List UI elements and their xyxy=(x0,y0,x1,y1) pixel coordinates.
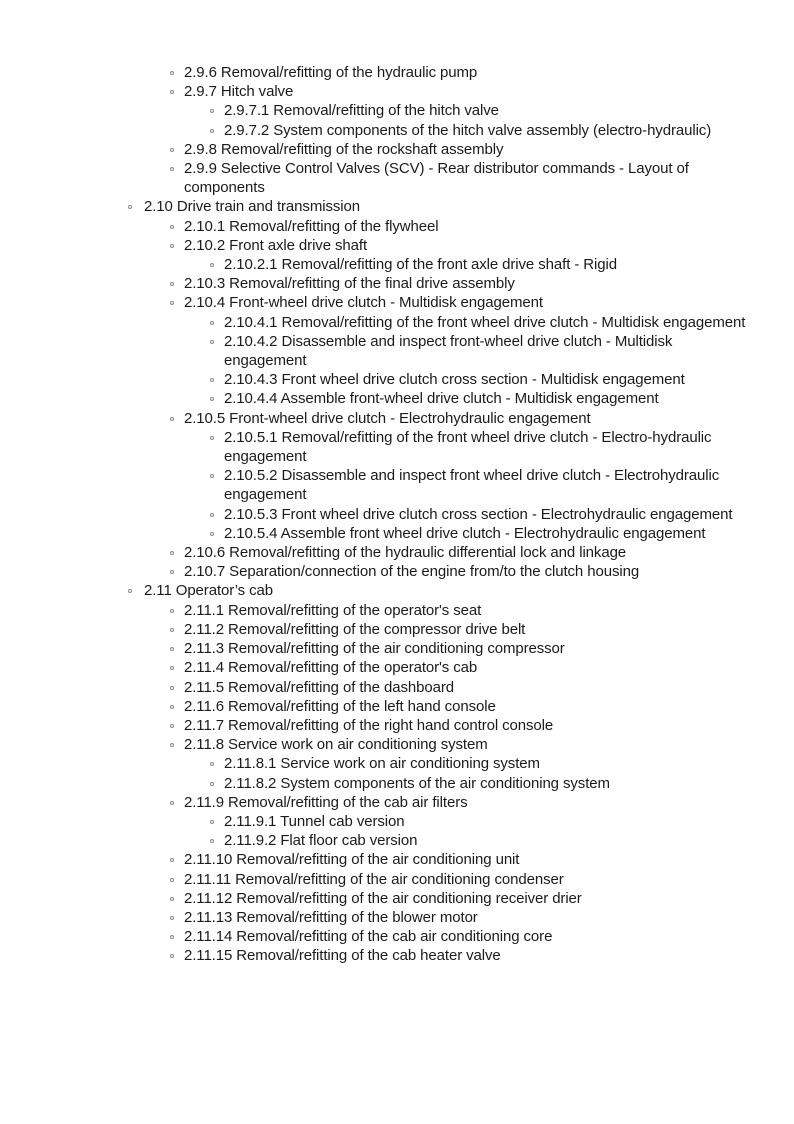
toc-item[interactable] xyxy=(0,639,794,658)
bullet-icon xyxy=(170,628,174,632)
toc-item[interactable] xyxy=(0,908,794,927)
toc-item[interactable] xyxy=(0,313,794,332)
bullet-icon xyxy=(170,301,174,305)
toc-item[interactable] xyxy=(0,735,794,754)
bullet-icon xyxy=(170,935,174,939)
bullet-icon xyxy=(170,705,174,709)
toc-item[interactable] xyxy=(0,543,794,562)
toc-item-label: 2.11.8.2 System components of the air conditioning system xyxy=(224,774,610,792)
toc-item-label: 2.10.5.4 Assemble front wheel drive clutch - Electrohydraulic engagement xyxy=(224,524,706,542)
bullet-icon xyxy=(210,474,214,478)
bullet-icon xyxy=(210,782,214,786)
bullet-icon xyxy=(170,916,174,920)
bullet-icon xyxy=(170,609,174,613)
toc-item-label: 2.10.4.3 Front wheel drive clutch cross section - Multidisk engagement xyxy=(224,371,685,389)
toc-item-label: 2.10.4 Front-wheel drive clutch - Multidisk engagement xyxy=(184,294,543,312)
bullet-icon xyxy=(170,225,174,229)
bullet-icon xyxy=(170,551,174,555)
toc-item-label: 2.10.3 Removal/refitting of the final drive assembly xyxy=(184,275,515,293)
bullet-icon xyxy=(210,762,214,766)
toc-item-label: 2.9.7.2 System components of the hitch valve assembly (electro-hydraulic) xyxy=(224,121,712,139)
toc-item[interactable] xyxy=(0,946,794,965)
toc-item[interactable] xyxy=(0,774,794,793)
toc-item-label: 2.11.15 Removal/refitting of the cab heater valve xyxy=(184,947,501,965)
toc-item-label: 2.11.8.1 Service work on air conditioning system xyxy=(224,755,540,773)
toc-item-label: 2.11.5 Removal/refitting of the dashboard xyxy=(184,678,454,696)
bullet-icon xyxy=(210,340,214,344)
bullet-icon xyxy=(210,263,214,267)
toc-item-label: 2.11.13 Removal/refitting of the blower motor xyxy=(184,908,478,926)
toc-item-label: 2.11.7 Removal/refitting of the right hand control console xyxy=(184,716,554,734)
toc-item-label: 2.10.2 Front axle drive shaft xyxy=(184,236,368,254)
bullet-icon xyxy=(210,820,214,824)
bullet-icon xyxy=(170,90,174,94)
toc-item[interactable] xyxy=(0,101,794,120)
bullet-icon xyxy=(170,858,174,862)
toc-item[interactable] xyxy=(0,428,794,466)
bullet-icon xyxy=(210,109,214,113)
toc-item-label: 2.10 Drive train and transmission xyxy=(144,198,360,216)
bullet-icon xyxy=(170,686,174,690)
bullet-icon xyxy=(128,205,132,209)
bullet-icon xyxy=(170,167,174,171)
toc-item[interactable] xyxy=(0,197,794,216)
toc-item-label: 2.10.4.4 Assemble front-wheel drive clutch - Multidisk engagement xyxy=(224,390,659,408)
toc-item[interactable] xyxy=(0,274,794,293)
toc-item-label: 2.11.3 Removal/refitting of the air conditioning compressor xyxy=(184,640,565,658)
bullet-icon xyxy=(170,897,174,901)
toc-item[interactable] xyxy=(0,850,794,869)
toc-item[interactable] xyxy=(0,255,794,274)
bullet-icon xyxy=(170,282,174,286)
toc-item[interactable] xyxy=(0,831,794,850)
toc-item-label: 2.11.14 Removal/refitting of the cab air conditioning core xyxy=(184,928,553,946)
toc-item-label: 2.10.5 Front-wheel drive clutch - Electrohydraulic engagement xyxy=(184,409,591,427)
bullet-icon xyxy=(170,878,174,882)
toc-item[interactable] xyxy=(0,754,794,773)
bullet-icon xyxy=(210,532,214,536)
bullet-icon xyxy=(170,244,174,248)
toc-item-label: 2.10.5.2 Disassemble and inspect front wheel drive clutch - Electrohydraulic engagement xyxy=(224,467,720,504)
toc-item[interactable] xyxy=(0,870,794,889)
toc-item-label: 2.11.4 Removal/refitting of the operator's cab xyxy=(184,659,478,677)
toc-item-label: 2.10.1 Removal/refitting of the flywheel xyxy=(184,217,439,235)
toc-item-label: 2.11 Operator’s cab xyxy=(144,582,274,600)
toc-item[interactable] xyxy=(0,889,794,908)
toc-item[interactable] xyxy=(0,658,794,677)
toc-item[interactable] xyxy=(0,812,794,831)
toc-item[interactable] xyxy=(0,620,794,639)
toc-item[interactable] xyxy=(0,409,794,428)
toc-item[interactable] xyxy=(0,217,794,236)
toc-item-label: 2.10.5.1 Removal/refitting of the front wheel drive clutch - Electro-hydraulic engagement xyxy=(224,428,712,466)
bullet-icon xyxy=(170,743,174,747)
toc-item-label: 2.9.8 Removal/refitting of the rockshaft assembly xyxy=(184,140,504,158)
bullet-icon xyxy=(210,129,214,133)
toc-item[interactable] xyxy=(0,697,794,716)
bullet-icon xyxy=(128,589,132,593)
toc-item[interactable] xyxy=(0,63,794,82)
toc-item[interactable] xyxy=(0,370,794,389)
toc-item[interactable] xyxy=(0,140,794,159)
toc-item-label: 2.10.7 Separation/connection of the engine from/to the clutch housing xyxy=(184,563,640,581)
bullet-icon xyxy=(210,321,214,325)
bullet-icon xyxy=(170,71,174,75)
toc-item[interactable] xyxy=(0,581,794,600)
toc-item-label: 2.9.7 Hitch valve xyxy=(184,83,294,101)
toc-item[interactable] xyxy=(0,562,794,581)
toc-item-label: 2.11.1 Removal/refitting of the operator's seat xyxy=(184,601,482,619)
bullet-icon xyxy=(170,647,174,651)
bullet-icon xyxy=(170,417,174,421)
table-of-contents xyxy=(0,63,794,966)
bullet-icon xyxy=(210,397,214,401)
toc-item-label: 2.11.2 Removal/refitting of the compressor drive belt xyxy=(184,620,526,638)
bullet-icon xyxy=(170,570,174,574)
toc-item[interactable] xyxy=(0,927,794,946)
toc-item[interactable] xyxy=(0,121,794,140)
toc-item-label: 2.11.9.2 Flat floor cab version xyxy=(224,832,418,850)
toc-item-label: 2.10.6 Removal/refitting of the hydraulic differential lock and linkage xyxy=(184,544,627,562)
toc-item[interactable] xyxy=(0,293,794,312)
toc-item-label: 2.9.9 Selective Control Valves (SCV) - Rear distributor commands - Layout of components xyxy=(184,160,689,197)
bullet-icon xyxy=(210,436,214,440)
bullet-icon xyxy=(210,839,214,843)
toc-item-label: 2.11.10 Removal/refitting of the air conditioning unit xyxy=(184,851,520,869)
toc-item-label: 2.9.6 Removal/refitting of the hydraulic pump xyxy=(184,64,478,81)
toc-item-label: 2.9.7.1 Removal/refitting of the hitch valve xyxy=(224,102,499,120)
bullet-icon xyxy=(170,148,174,152)
bullet-icon xyxy=(170,666,174,670)
toc-item[interactable] xyxy=(0,601,794,620)
toc-item-label: 2.10.4.2 Disassemble and inspect front-wheel drive clutch - Multidisk engagement xyxy=(224,332,673,370)
toc-item-label: 2.10.2.1 Removal/refitting of the front axle drive shaft - Rigid xyxy=(224,256,617,274)
toc-item[interactable] xyxy=(0,466,794,504)
toc-item[interactable] xyxy=(0,505,794,524)
toc-item-label: 2.11.6 Removal/refitting of the left hand console xyxy=(184,697,496,715)
toc-item-label: 2.11.9 Removal/refitting of the cab air filters xyxy=(184,793,468,811)
toc-item[interactable] xyxy=(0,159,794,197)
toc-item-label: 2.11.9.1 Tunnel cab version xyxy=(224,812,405,830)
toc-item[interactable] xyxy=(0,332,794,370)
bullet-icon xyxy=(210,513,214,517)
toc-item-label: 2.10.4.1 Removal/refitting of the front wheel drive clutch - Multidisk engagement xyxy=(224,313,746,331)
toc-item[interactable] xyxy=(0,389,794,408)
toc-item[interactable] xyxy=(0,716,794,735)
toc-item-label: 2.11.12 Removal/refitting of the air conditioning receiver drier xyxy=(184,889,582,907)
toc-item[interactable] xyxy=(0,524,794,543)
toc-item[interactable] xyxy=(0,678,794,697)
bullet-icon xyxy=(170,801,174,805)
toc-item-label: 2.10.5.3 Front wheel drive clutch cross section - Electrohydraulic engagement xyxy=(224,505,733,523)
bullet-icon xyxy=(170,954,174,958)
toc-item[interactable] xyxy=(0,82,794,101)
toc-item-label: 2.11.8 Service work on air conditioning system xyxy=(184,736,488,754)
bullet-icon xyxy=(170,724,174,728)
toc-item[interactable] xyxy=(0,236,794,255)
toc-item-label: 2.11.11 Removal/refitting of the air conditioning condenser xyxy=(184,870,564,888)
toc-item[interactable] xyxy=(0,793,794,812)
bullet-icon xyxy=(210,378,214,382)
